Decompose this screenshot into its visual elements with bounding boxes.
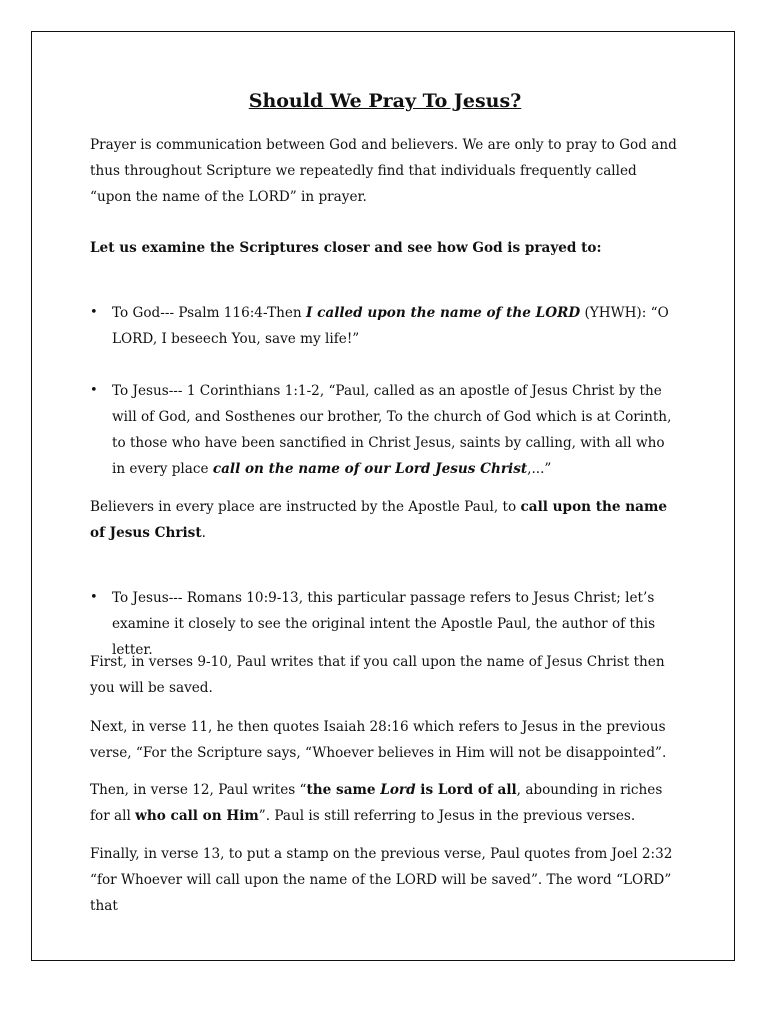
text-run: ”. Paul is still referring to Jesus in the previous verses. [258,808,636,824]
bold-text: the same [306,782,381,798]
bold-text: call upon the name of Jesus Christ [90,499,668,541]
finally-paragraph: Finally, in verse 13, to put a stamp on the previous verse, Paul quotes from Joel 2:32 “for Whoever will call upon the name of the LORD will be saved”. The word “LORD” that [90,846,673,914]
emphasis-text: I called upon the name of the LORD [306,305,581,321]
text-run: . [201,525,206,541]
page-title: Should We Pray To Jesus? [248,90,522,112]
list-item-text [112,300,680,352]
then-paragraph [90,777,680,829]
bold-text: who call on Him [135,808,259,824]
text-run: To God--- Psalm 116:4-Then [112,305,307,321]
examine-heading: Let us examine the Scriptures closer and see how God is prayed to: [90,240,602,256]
bullet-icon: • [90,305,98,320]
believers-paragraph [90,494,680,546]
text-run: , abounding in riches for all [90,782,663,824]
intro-paragraph: Prayer is communication between God and believers. We are only to pray to God and thus throughout Scripture we repeatedly find that individuals frequently called “upon the name of the LORD” in prayer. [90,137,677,205]
text-run: Believers in every place are instructed by the Apostle Paul, to [90,499,521,515]
next-paragraph: Next, in verse 11, he then quotes Isaiah 28:16 which refers to Jesus in the previous verse, “For the Scripture says, “Whoever believes in Him will not be disappointed”. [90,719,667,761]
document-page [31,31,735,961]
bullet-icon: • [90,590,98,605]
text-run: (YHWH): “O LORD, I beseech You, save my life!” [112,305,669,347]
bullet-icon: • [90,383,98,398]
first-paragraph: First, in verses 9-10, Paul writes that if you call upon the name of Jesus Christ then you will be saved. [90,654,665,696]
list-item-text [112,378,680,482]
text-run: Then, in verse 12, Paul writes “ [90,782,307,798]
text-run: ,...” [527,461,552,477]
bold-text: is Lord of all [415,782,517,798]
text-run: To Jesus--- 1 Corinthians 1:1-2, “Paul, called as an apostle of Jesus Christ by the will of God, and Sosthenes our brother, To the church of God which is at Corinth, to those who have been sanctified in Christ Jesus, saints by calling, with all who in every place [112,383,672,477]
emphasis-text: call on the name of our Lord Jesus Christ [212,461,528,477]
list-item-text: To Jesus--- Romans 10:9-13, this particular passage refers to Jesus Christ; let’s examine it closely to see the original intent the Apostle Paul, the author of this letter. [112,590,656,658]
emphasis-text: Lord [380,782,416,798]
